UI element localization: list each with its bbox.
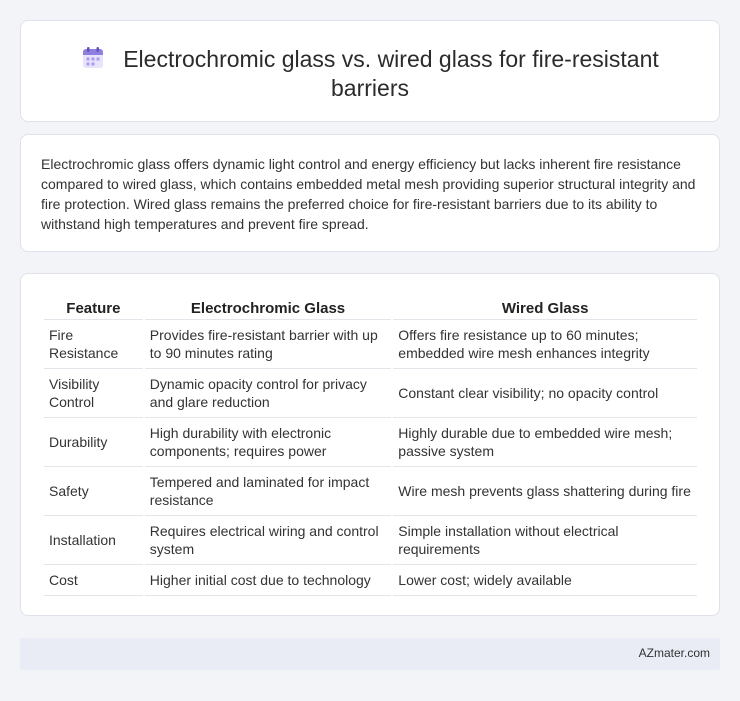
header-wired: Wired Glass bbox=[393, 294, 697, 320]
footer-brand-link[interactable]: AZmater.com bbox=[638, 646, 710, 660]
table-row bbox=[44, 320, 697, 369]
cell-feature: Cost bbox=[44, 565, 143, 596]
cell-wired: Constant clear visibility; no opacity control bbox=[393, 369, 697, 418]
cell-feature: Visibility Control bbox=[44, 369, 143, 418]
summary-card bbox=[20, 134, 720, 252]
table-row bbox=[44, 418, 697, 467]
cell-wired: Highly durable due to embedded wire mesh; passive system bbox=[393, 418, 697, 467]
comparison-table bbox=[42, 294, 699, 596]
cell-feature: Durability bbox=[44, 418, 143, 467]
cell-electrochromic: Dynamic opacity control for privacy and glare reduction bbox=[145, 369, 392, 418]
table-row bbox=[44, 467, 697, 516]
cell-wired: Simple installation without electrical requirements bbox=[393, 516, 697, 565]
table-row bbox=[44, 516, 697, 565]
title-card bbox=[20, 20, 720, 122]
cell-electrochromic: Requires electrical wiring and control system bbox=[145, 516, 392, 565]
cell-electrochromic: High durability with electronic components; requires power bbox=[145, 418, 392, 467]
table-header-row bbox=[44, 294, 697, 320]
page-title-container bbox=[21, 45, 719, 103]
cell-wired: Lower cost; widely available bbox=[393, 565, 697, 596]
cell-feature: Installation bbox=[44, 516, 143, 565]
table-row bbox=[44, 565, 697, 596]
cell-feature: Safety bbox=[44, 467, 143, 516]
cell-feature: Fire Resistance bbox=[44, 320, 143, 369]
table-row bbox=[44, 369, 697, 418]
page-title: Electrochromic glass vs. wired glass for fire-resistant barriers bbox=[123, 46, 659, 101]
comparison-table-card bbox=[20, 273, 720, 616]
cell-wired: Offers fire resistance up to 60 minutes; embedded wire mesh enhances integrity bbox=[393, 320, 697, 369]
summary-text: Electrochromic glass offers dynamic light control and energy efficiency but lacks inherent fire resistance compared to wired glass, which contains embedded metal mesh providing superior structural integrity and fire protection. Wired glass remains the preferred choice for fire-resistant barriers due to its ability to withstand high temperatures and prevent fire spread. bbox=[41, 156, 696, 232]
calendar-icon bbox=[81, 46, 105, 70]
cell-electrochromic: Provides fire-resistant barrier with up to 90 minutes rating bbox=[145, 320, 392, 369]
header-electrochromic: Electrochromic Glass bbox=[145, 294, 392, 320]
cell-electrochromic: Higher initial cost due to technology bbox=[145, 565, 392, 596]
header-feature: Feature bbox=[44, 294, 143, 320]
cell-wired: Wire mesh prevents glass shattering during fire bbox=[393, 467, 697, 516]
cell-electrochromic: Tempered and laminated for impact resistance bbox=[145, 467, 392, 516]
footer-bar bbox=[20, 638, 720, 670]
